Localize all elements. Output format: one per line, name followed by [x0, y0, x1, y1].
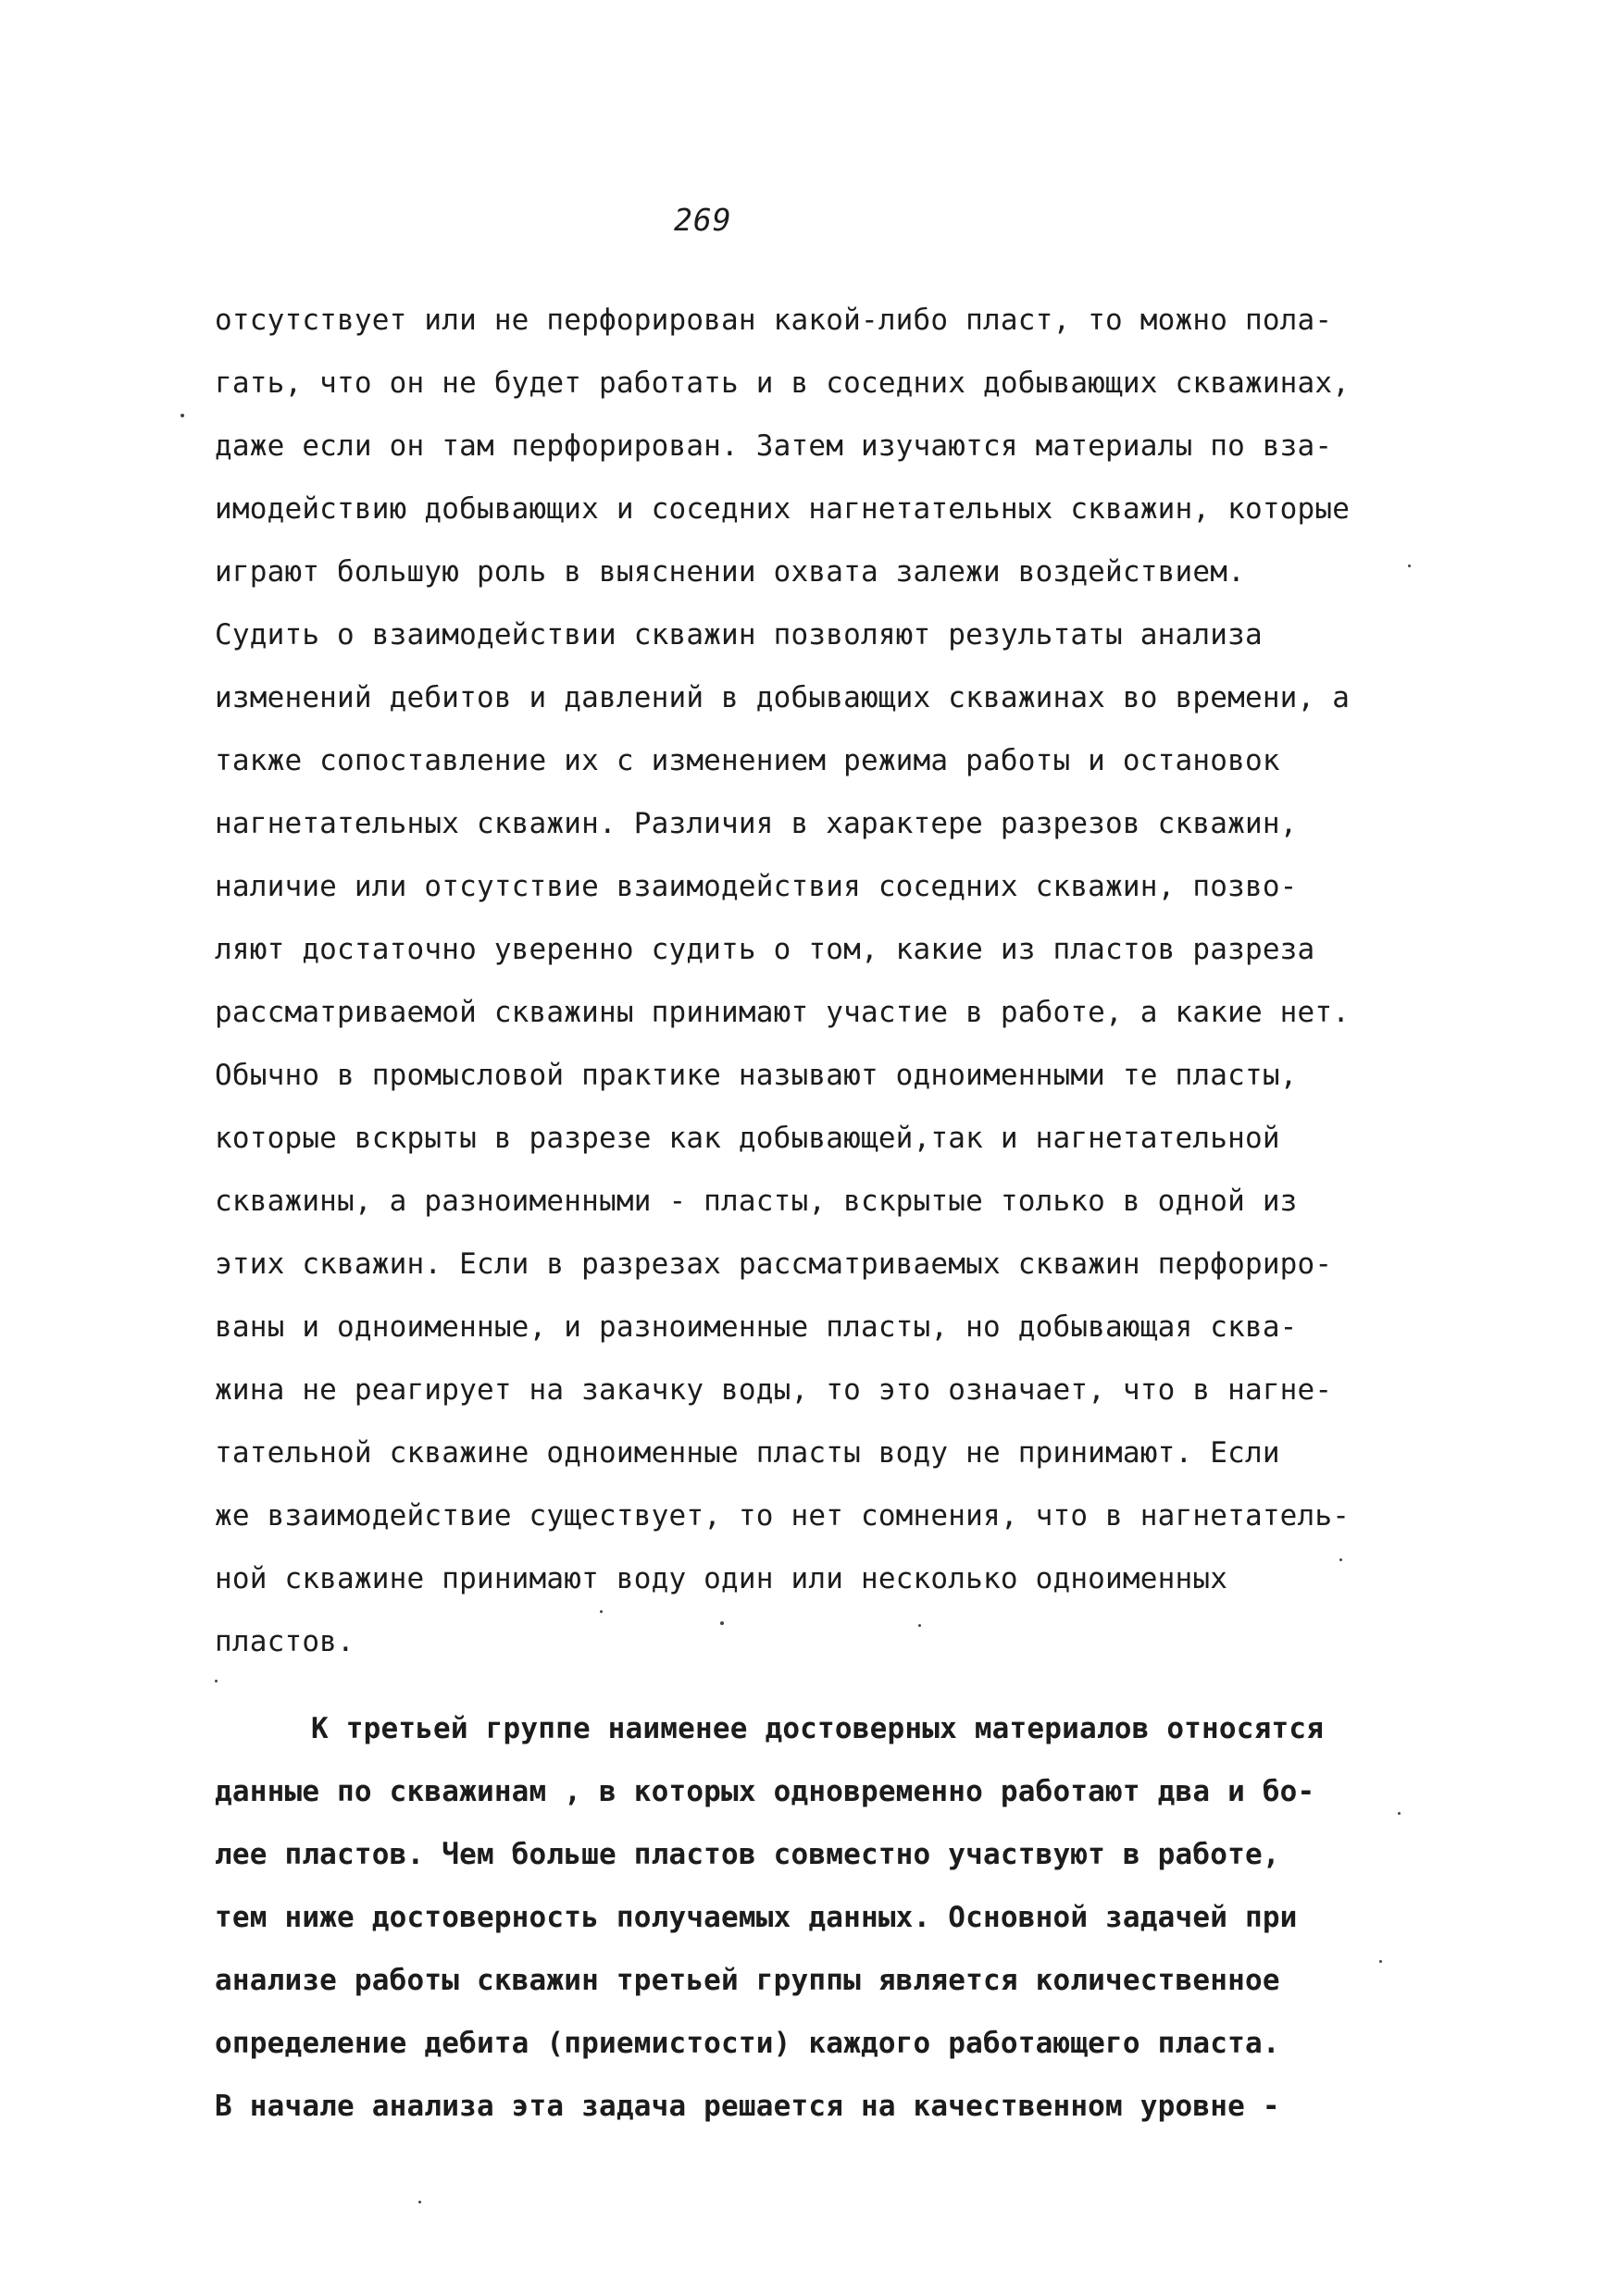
text-line: наличие или отсутствие взаимодействия соседних скважин, позво-: [215, 870, 1298, 903]
text-line: анализе работы скважин третьей группы является количественное: [215, 1964, 1280, 1997]
text-line: ваны и одноименные, и разноименные пласты, но добывающая сква-: [215, 1310, 1298, 1344]
text-line: гать, что он не будет работать и в соседних добывающих скважинах,: [215, 366, 1351, 400]
scan-speck: [1398, 1812, 1401, 1815]
text-line: Обычно в промысловой практике называют одноименными те пласты,: [215, 1059, 1298, 1092]
text-line: нагнетательных скважин. Различия в характере разрезов скважин,: [215, 807, 1298, 840]
text-line: тем ниже достоверность получаемых данных. Основной задачей при: [215, 1901, 1298, 1934]
text-line: также сопоставление их с изменением режима работы и остановок: [215, 744, 1280, 777]
text-line: рассматриваемой скважины принимают участие в работе, а какие нет.: [215, 996, 1351, 1029]
text-line: тательной скважине одноименные пласты воду не принимают. Если: [215, 1436, 1280, 1470]
scan-speck: [720, 1621, 724, 1625]
paragraph-1: [215, 289, 1446, 1673]
text-line: определение дебита (приемистости) каждого работающего пласта.: [215, 2027, 1280, 2060]
text-line: Судить о взаимодействии скважин позволяют результаты анализа: [215, 618, 1263, 652]
text-line: же взаимодействие существует, то нет сомнения, что в нагнетатель-: [215, 1499, 1351, 1533]
scan-speck: [181, 414, 184, 417]
text-line: данные по скважинам , в которых одновременно работают два и бо-: [215, 1775, 1315, 1808]
scan-speck: [600, 1610, 603, 1613]
text-line: которые вскрыты в разрезе как добывающей,так и нагнетательной: [215, 1122, 1280, 1155]
scan-speck: [215, 1680, 218, 1682]
text-line: ной скважине принимают воду один или несколько одноименных: [215, 1562, 1228, 1595]
paragraph-gap: [215, 1673, 1446, 1697]
scan-speck: [1408, 565, 1411, 567]
text-line: имодействию добывающих и соседних нагнетательных скважин, которые: [215, 492, 1351, 526]
scan-speck: [418, 2201, 421, 2203]
text-line: отсутствует или не перфорирован какой-либо пласт, то можно пола-: [215, 304, 1333, 337]
text-line: этих скважин. Если в разрезах рассматриваемых скважин перфориро-: [215, 1247, 1333, 1281]
text-line: играют большую роль в выяснении охвата залежи воздействием.: [215, 555, 1245, 589]
text-line: К третьей группе наименее достоверных материалов относятся: [311, 1712, 1325, 1745]
paragraph-2: [215, 1697, 1446, 2138]
text-line: лее пластов. Чем больше пластов совместно участвуют в работе,: [215, 1838, 1280, 1871]
text-line: жина не реагирует на закачку воды, то это означает, что в нагне-: [215, 1373, 1333, 1407]
text-line: даже если он там перфорирован. Затем изучаются материалы по вза-: [215, 429, 1333, 463]
scan-speck: [1339, 1558, 1342, 1561]
text-line: В начале анализа эта задача решается на качественном уровне -: [215, 2090, 1280, 2123]
text-line: ляют достаточно уверенно судить о том, какие из пластов разреза: [215, 933, 1315, 966]
text-line: изменений дебитов и давлений в добывающих скважинах во времени, а: [215, 681, 1351, 714]
text-line: скважины, а разноименными - пласты, вскрытые только в одной из: [215, 1185, 1298, 1218]
scan-speck: [918, 1624, 921, 1627]
body-text: [215, 289, 1446, 2138]
scan-speck: [1379, 1960, 1382, 1963]
text-line: пластов.: [215, 1625, 355, 1658]
page-number: 269: [674, 202, 732, 238]
